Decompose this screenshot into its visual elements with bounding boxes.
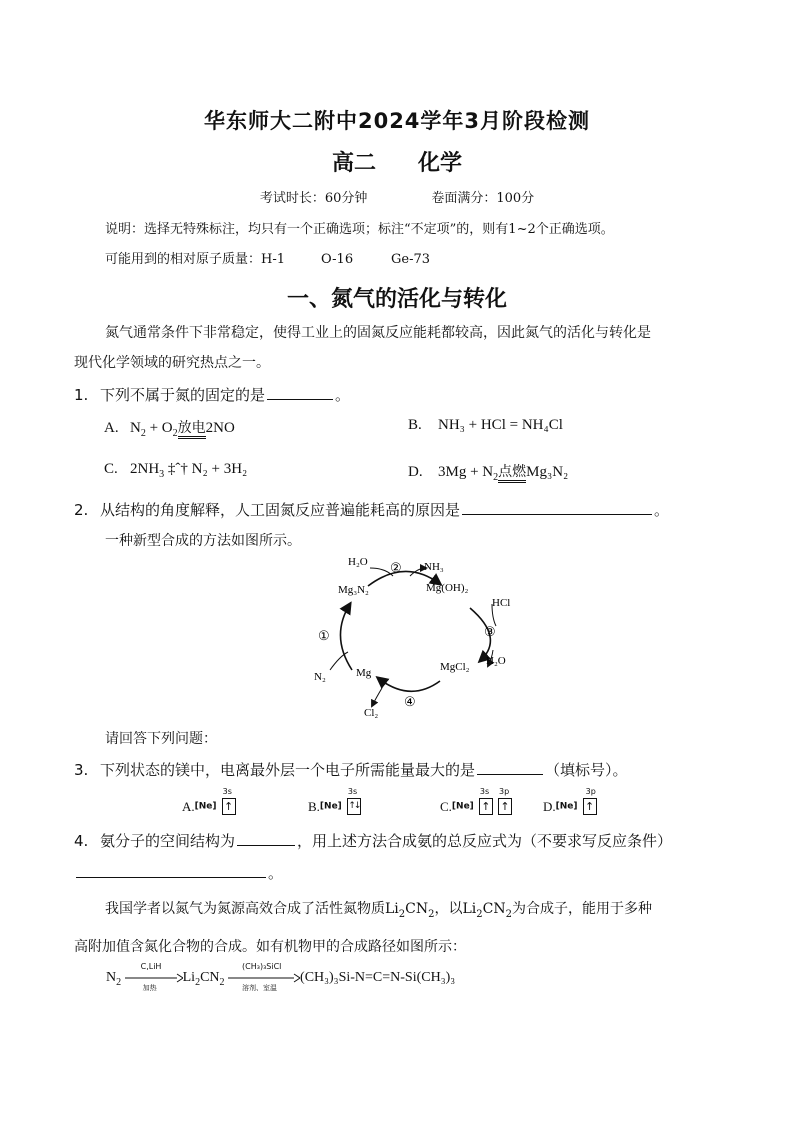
subject: 化学 xyxy=(418,151,463,176)
q1-text: 下列不属于氮的固定的是 xyxy=(100,386,266,404)
page-subtitle xyxy=(0,146,794,177)
arrow2-condition-top: (CH₃)₃SiCl xyxy=(242,961,282,971)
q1-d-label: D. xyxy=(408,464,423,480)
q3-a-box: ↑ xyxy=(222,798,236,815)
q1-a-right: 2NO xyxy=(205,420,235,436)
q2-end: 。 xyxy=(654,501,670,519)
arc-step4 xyxy=(378,678,440,691)
q1-answer-blank[interactable] xyxy=(267,385,333,400)
q1-d-right: Mg₃N₂ xyxy=(526,464,569,480)
arc-step1 xyxy=(340,604,352,670)
section-intro-line1: 氮气通常条件下非常稳定，使得工业上的固氮反应能耗都较高，因此氮气的活化与转化是 xyxy=(105,325,651,341)
q3-option-d[interactable] xyxy=(543,787,597,815)
q1-c-right: N₂ + 3H₂ xyxy=(191,461,248,477)
question-1 xyxy=(74,384,350,405)
path-mid-cn: CN xyxy=(200,970,220,985)
q3-d-label: D. xyxy=(543,799,556,814)
q3-c-core: [Ne] xyxy=(451,801,474,812)
q1-option-c[interactable]: C. $2NH_3$ ‡ˆ† N₂ + 3H₂ xyxy=(104,461,248,480)
q2-after-text: 一种新型合成的方法如图所示。 xyxy=(105,533,301,549)
q4-shape-blank[interactable] xyxy=(237,831,295,846)
q1-c-label: C. xyxy=(104,461,118,477)
path-start: N xyxy=(106,970,117,985)
synthesis-cycle-diagram xyxy=(300,548,530,723)
q3-c-box-s: ↑ xyxy=(479,798,493,815)
li2cn2-intro-c: 为合成子，能用于多种 xyxy=(512,901,652,917)
arrow1-condition-bottom: 加热 xyxy=(142,983,157,992)
q1-a-label: A. xyxy=(104,420,119,436)
q3-a-core: [Ne] xyxy=(194,801,217,812)
mg-label: Mg xyxy=(356,667,372,679)
q4-equation-blank[interactable] xyxy=(76,863,266,878)
q4-end: 。 xyxy=(268,864,284,882)
step-4-label: ④ xyxy=(404,695,416,710)
q1-b-label: B. xyxy=(408,417,422,433)
step-3-label: ③ xyxy=(484,625,496,640)
step-2-label: ② xyxy=(390,561,402,576)
q1-option-b[interactable] xyxy=(408,417,563,434)
q1-end: 。 xyxy=(335,386,351,404)
q3-d-box: ↑ xyxy=(583,798,597,815)
question-2 xyxy=(74,499,669,520)
q1-d-condition: 点燃 xyxy=(498,464,526,483)
q3-end: （填标号）。 xyxy=(545,761,628,779)
question-3 xyxy=(74,759,628,780)
q3-d-orbital-label: 3p xyxy=(585,787,596,796)
arrow1-condition-top: C,LiH xyxy=(140,961,162,971)
cn-2: CN xyxy=(482,901,506,917)
mgcl2-label: MgCl₂ xyxy=(440,661,470,673)
q3-b-label: B. xyxy=(308,799,320,814)
atomic-masses xyxy=(105,248,430,267)
q3-c-orbital-label-s: 3s xyxy=(479,787,490,796)
q1-option-a[interactable]: A. $N_2 + O_2$放电2NO xyxy=(104,420,235,439)
q1-a-left: N xyxy=(130,420,141,436)
mgoh2-label: Mg(OH)₂ xyxy=(426,582,469,594)
h2o-out-label: H₂O xyxy=(486,655,506,667)
q1-option-d[interactable]: D. $3Mg + N_2$点燃Mg₃N₂ xyxy=(408,464,569,483)
masses-label: 可能用到的相对原子质量： xyxy=(105,252,262,267)
q3-answer-blank[interactable] xyxy=(477,760,543,775)
li2cn2-intro-a: 我国学者以氮气为氮源高效合成了活性氮物质Li xyxy=(105,901,399,917)
q4-line2 xyxy=(74,862,283,883)
q3-d-core: [Ne] xyxy=(555,801,578,812)
q3-c-box-p: ↑ xyxy=(498,798,512,815)
q1-c-arrow: ‡ˆ† xyxy=(167,461,188,477)
section-intro-line2: 现代化学领域的研究热点之一。 xyxy=(74,355,270,371)
hcl-label: HCl xyxy=(492,597,511,609)
path-start-sub: 2 xyxy=(116,976,122,988)
li-sub-2: 2 xyxy=(476,908,483,920)
cn-sub-1: 2 xyxy=(428,908,435,920)
q3-option-a[interactable] xyxy=(182,787,236,815)
path-mid: Li xyxy=(182,970,196,985)
exam-info xyxy=(0,187,794,206)
answer-prompt: 请回答下列问题： xyxy=(105,731,217,747)
synthesis-path xyxy=(106,961,456,992)
path-mid-sub1: 2 xyxy=(195,976,201,988)
section-title: 一、氮气的活化与转化 xyxy=(286,287,507,312)
q3-b-orbital-label: 3s xyxy=(347,787,358,796)
cl2-label: Cl₂ xyxy=(364,707,379,719)
page-title: 华东师大二附中2024学年3月阶段检测 xyxy=(203,109,591,133)
q1-d-left: 3Mg + N xyxy=(438,464,494,480)
q3-text: 下列状态的镁中，电离最外层一个电子所需能量最大的是 xyxy=(100,761,476,779)
mass-h: H-1 xyxy=(261,252,286,267)
h2o-in-label: H₂O xyxy=(348,556,368,568)
q3-a-orbital-label: 3s xyxy=(222,787,232,796)
mass-o: O-16 xyxy=(321,252,354,267)
q1-b-text: NH₃ + HCl = NH₄Cl xyxy=(438,417,563,433)
path-end: (CH₃)₃Si-N=C=N-Si(CH₃)₃ xyxy=(300,970,456,985)
q4-text2: ，用上述方法合成氨的总反应式为（不要求写反应条件） xyxy=(297,832,673,850)
q1-number: 1. xyxy=(74,386,89,404)
q3-b-box: ↑↓ xyxy=(347,798,361,815)
step-1-label: ① xyxy=(318,629,330,644)
li2cn2-intro-line1 xyxy=(105,898,652,920)
exam-time: 考试时长：60分钟 xyxy=(259,191,368,206)
q3-c-label: C. xyxy=(440,799,452,814)
question-4 xyxy=(74,830,672,851)
cn-sub-2: 2 xyxy=(505,908,512,920)
q2-number: 2. xyxy=(74,501,89,519)
arrow2-condition-bottom: 溶剂、室温 xyxy=(242,983,278,992)
q4-text: 氨分子的空间结构为 xyxy=(100,832,236,850)
q3-b-core: [Ne] xyxy=(319,801,342,812)
mass-ge: Ge-73 xyxy=(391,252,431,267)
cn-1: CN xyxy=(405,901,429,917)
mg3n2-label: Mg₃N₂ xyxy=(338,584,369,596)
n2-label: N₂ xyxy=(314,671,326,683)
q3-c-orbital-label-p: 3p xyxy=(498,787,510,796)
path-mid-sub2: 2 xyxy=(219,976,225,988)
nh3-label: NH₃ xyxy=(424,561,444,573)
li2cn2-intro-b: ，以Li xyxy=(434,901,477,917)
q3-option-c[interactable] xyxy=(440,787,512,815)
q4-number: 4. xyxy=(74,832,89,850)
li2cn2-intro-line2: 高附加值含氮化合物的合成。如有机物甲的合成路径如图所示： xyxy=(74,939,466,955)
q2-text: 从结构的角度解释，人工固氮反应普遍能耗高的原因是 xyxy=(100,501,461,519)
q3-a-label: A. xyxy=(182,799,195,814)
li-sub-1: 2 xyxy=(398,908,406,920)
q3-option-b[interactable] xyxy=(308,787,361,815)
instructions: 说明：选择无特殊标注，均只有一个正确选项；标注“不定项”的，则有1~2个正确选项。 xyxy=(105,222,614,237)
q2-answer-blank[interactable] xyxy=(462,500,652,515)
q1-c-left: 2NH xyxy=(130,461,160,477)
grade: 高二 xyxy=(331,151,376,176)
q1-a-condition: 放电 xyxy=(178,420,206,439)
q3-number: 3. xyxy=(74,761,89,779)
exam-score: 卷面满分：100分 xyxy=(431,191,535,206)
